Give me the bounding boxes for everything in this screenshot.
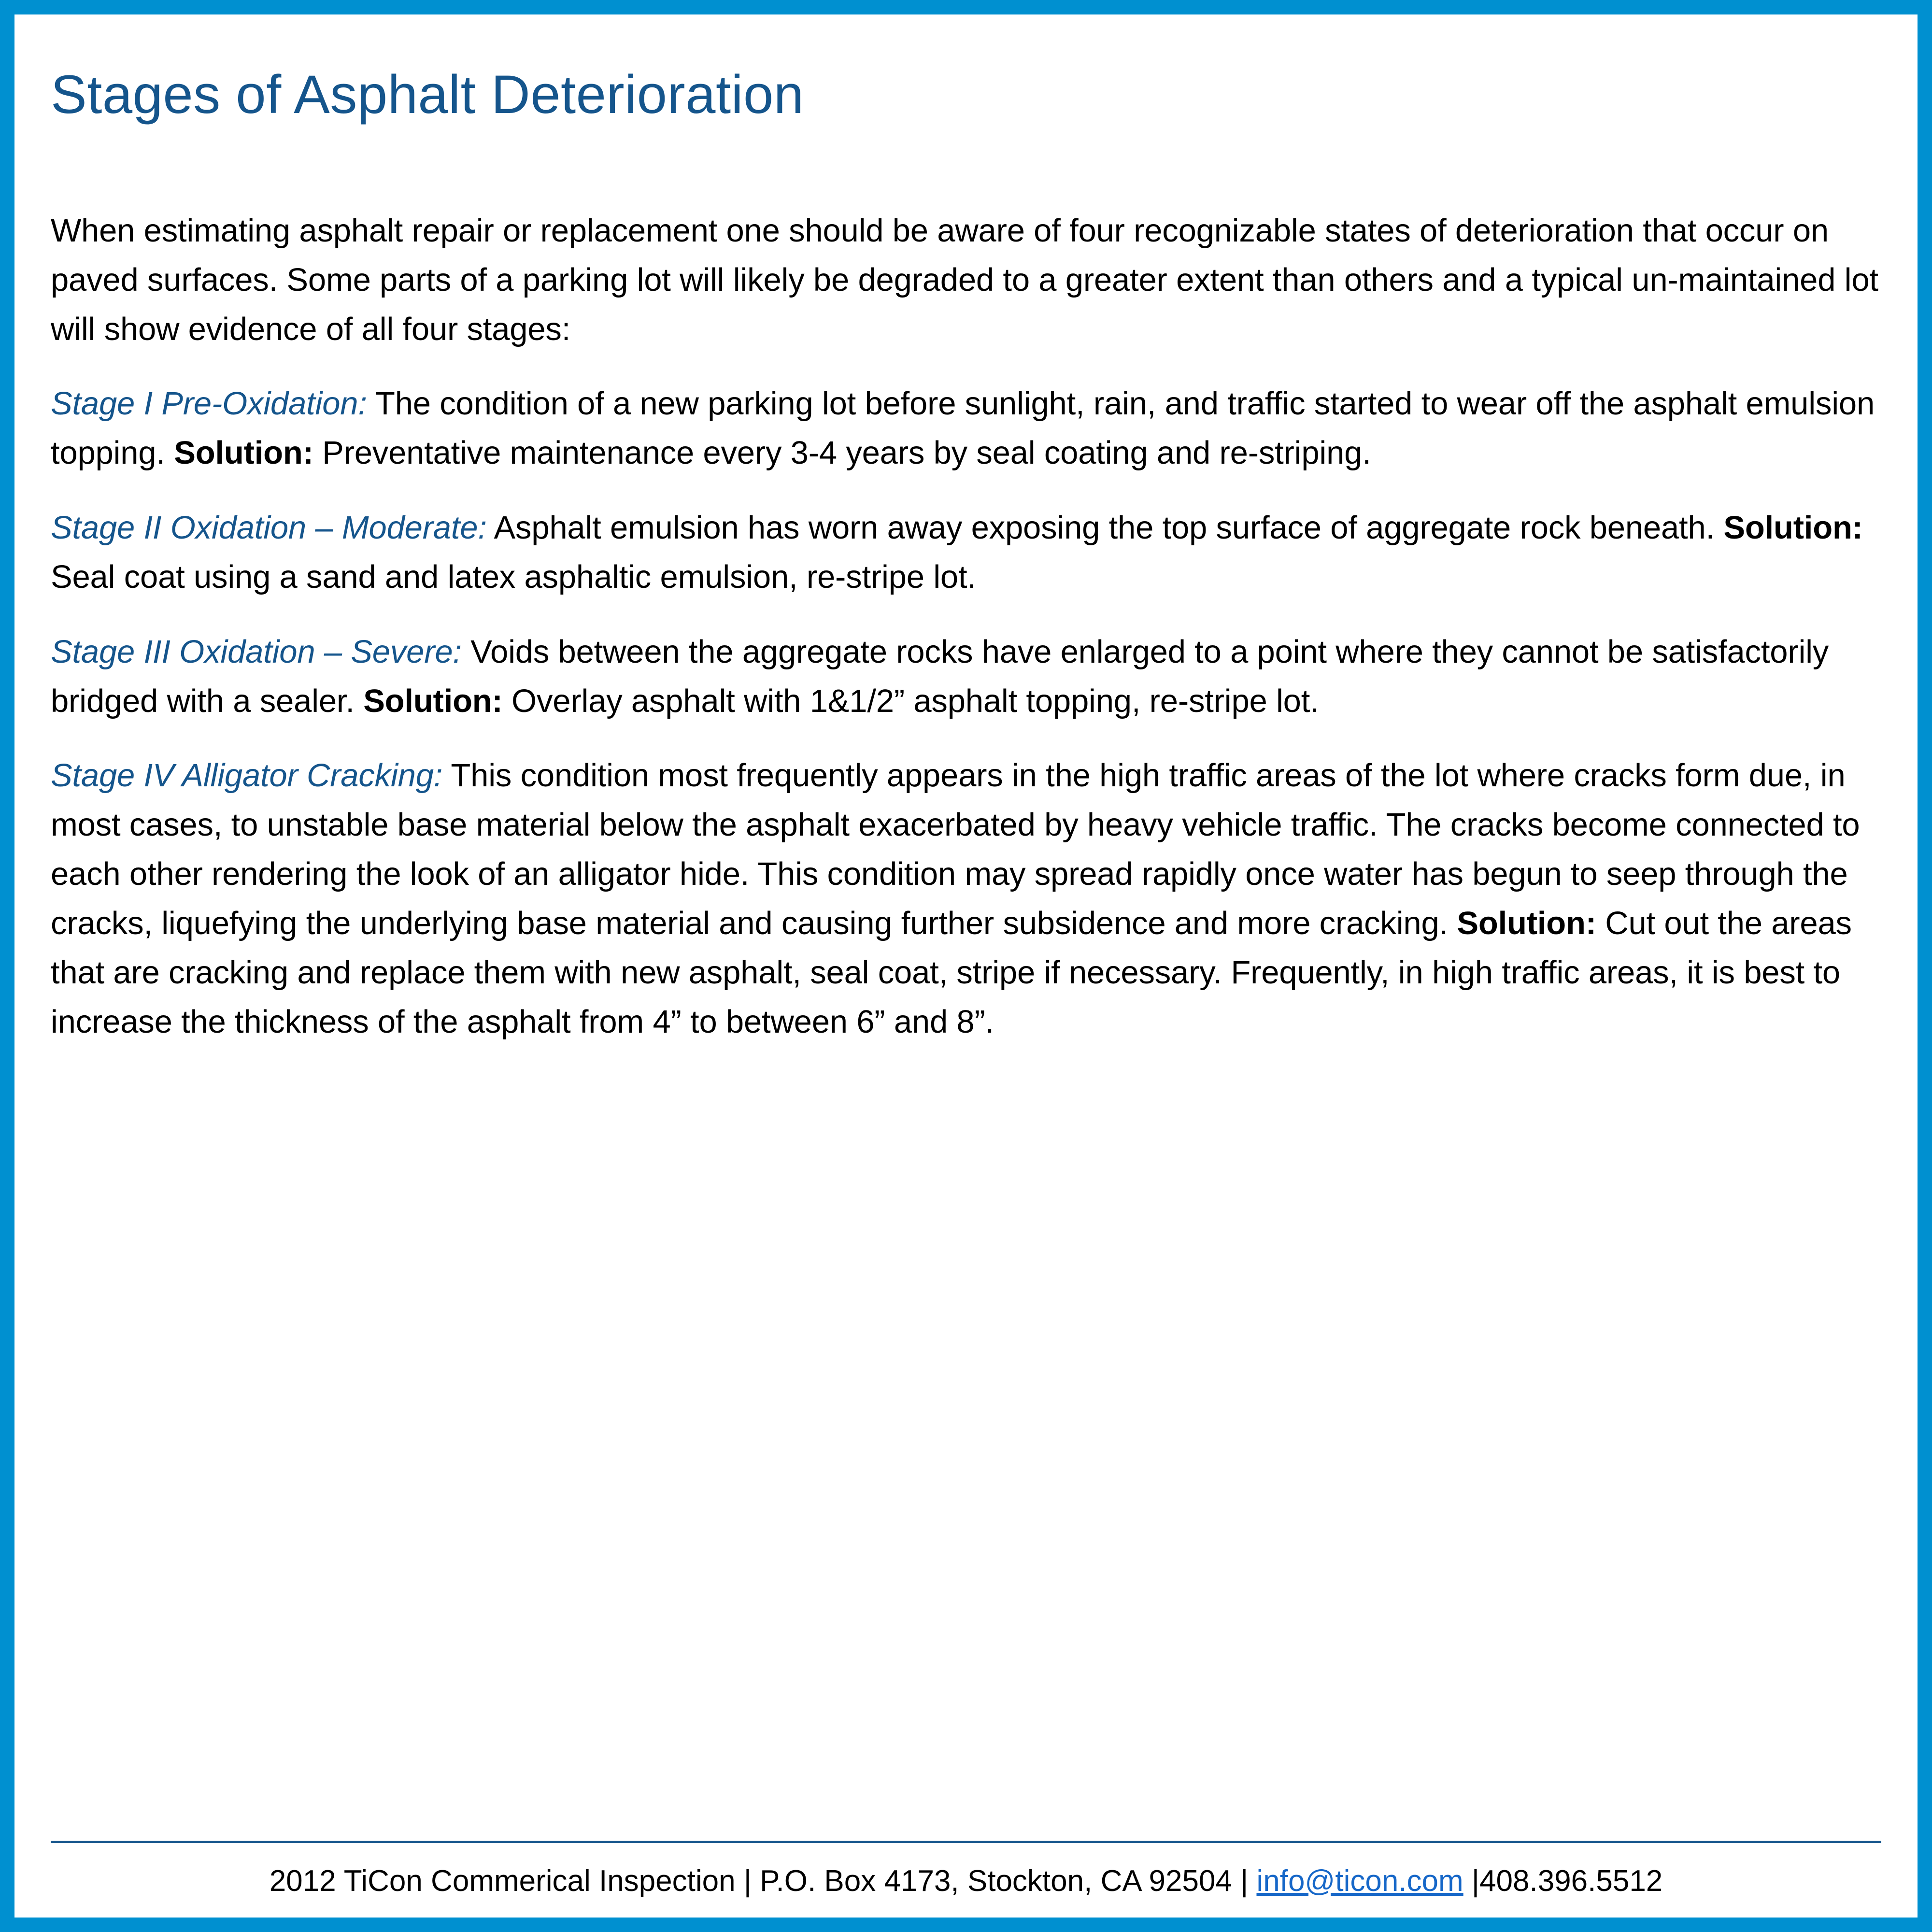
stage-3-paragraph: [51, 627, 1881, 726]
stage-4-solution-label: Solution:: [1457, 905, 1596, 941]
intro-text: When estimating asphalt repair or replacement one should be aware of four recognizable states of deterioration that occur on paved surfaces. Some parts of a parking lot will likely be degraded to a greater extent than others and a typical un-maintained lot will show evidence of all four stages:: [51, 213, 1878, 347]
email-link[interactable]: info@ticon.com: [1256, 1864, 1463, 1898]
footer-divider: [51, 1841, 1881, 1843]
stage-1-solution-label: Solution:: [174, 435, 313, 471]
stage-1-solution-text: Preventative maintenance every 3-4 years by seal coating and re-striping.: [313, 435, 1371, 471]
stage-2-solution-text: Seal coat using a sand and latex asphaltic emulsion, re-stripe lot.: [51, 558, 976, 595]
stage-2-solution-label: Solution:: [1723, 510, 1863, 546]
stage-4-description: This condition most frequently appears in the high traffic areas of the lot where cracks form due, in most cases, to unstable base material below the asphalt exacerbated by heavy vehicle traffic. The cracks become connected to each other rendering the look of an alligator hide. This condition may spread rapidly once water has begun to seep through the cracks, liquefying the underlying base material and causing further subsidence and more cracking.: [51, 757, 1860, 941]
stage-3-description: Voids between the aggregate rocks have enlarged to a point where they cannot be satisfactorily bridged with a sealer.: [51, 633, 1829, 719]
stage-2-heading: Stage II Oxidation – Moderate:: [51, 510, 487, 546]
document-body: [51, 206, 1881, 1841]
stage-4-paragraph: [51, 751, 1881, 1046]
stage-4-solution-text: Cut out the areas that are cracking and replace them with new asphalt, seal coat, stripe if necessary. Frequently, in high traffic areas, it is best to increase the thickness of the asphalt from 4” to between 6” and 8”.: [51, 905, 1852, 1040]
footer-contact-line: [51, 1863, 1881, 1899]
page-footer: [51, 1841, 1881, 1918]
stage-3-solution-label: Solution:: [363, 682, 503, 719]
page-content: [14, 14, 1918, 1918]
stage-3-heading: Stage III Oxidation – Severe:: [51, 633, 462, 670]
intro-paragraph: [51, 206, 1881, 354]
stage-1-description: The condition of a new parking lot before sunlight, rain, and traffic started to wear off the asphalt emulsion topping.: [51, 385, 1875, 471]
page-title: Stages of Asphalt Deterioration: [51, 64, 804, 125]
stage-3-solution-text: Overlay asphalt with 1&1/2” asphalt topping, re-stripe lot.: [502, 682, 1319, 719]
stage-1-heading: Stage I Pre-Oxidation:: [51, 385, 367, 422]
footer-company-address: 2012 TiCon Commerical Inspection | P.O. Box 4173, Stockton, CA 92504 |: [269, 1864, 1257, 1898]
stage-2-paragraph: [51, 503, 1881, 602]
stage-1-paragraph: [51, 379, 1881, 478]
stage-4-heading: Stage IV Alligator Cracking:: [51, 757, 443, 794]
footer-phone: |408.396.5512: [1463, 1864, 1663, 1898]
stage-2-description: Asphalt emulsion has worn away exposing the top surface of aggregate rock beneath.: [486, 510, 1724, 546]
